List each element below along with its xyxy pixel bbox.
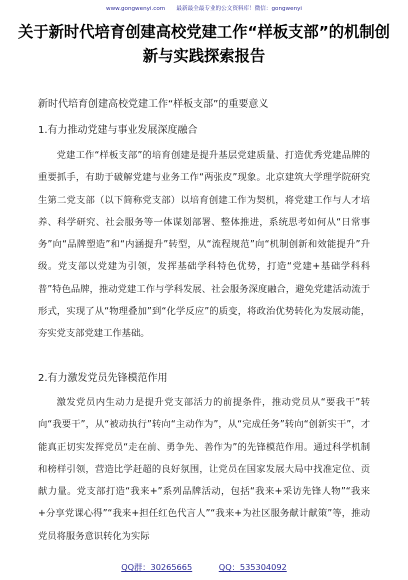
- footer-qq-group[interactable]: QQ群：30265665: [121, 562, 193, 572]
- subsection-1-paragraph: 党建工作“样板支部”的培育创建是提升基层党建质量、打造优秀党建品牌的重要抓手，有助于破解党建与业务工作“两张皮”现象。北京建筑大学理学院研究生第二党支部（以下简称党支部）以培育创建工作为契机，将党建工作与人才培养、科学研究、社会服务等一体谋划部署、整体推进，系统思考如何从“日常事务”向“品牌塑造”和“内涵提升”转型，从“流程规范”向“机制创新和效能提升”升级。党支部以党建为引领，发挥基础学科特色优势，打造“党建+基础学科科普”特色品牌，推动党建工作与学科发展、社会服务深度融合，避免党建活动流于形式，实现了从“物理叠加”到“化学反应”的质变，将政治优势转化为发展动能，夯实党支部党建工作基础。: [38, 150, 370, 340]
- footer-contact: [0, 560, 408, 580]
- header-watermark: www.gongwenyi.com 最新最全最专业的公文资料库！微信：gongwenyi: [106, 6, 302, 12]
- subsection-2-heading: 2.有力激发党员先锋模范作用: [38, 373, 168, 384]
- section-heading: 新时代培育创建高校党建工作“样板支部”的重要意义: [38, 99, 269, 110]
- subsection-2-paragraph: 激发党员内生动力是提升党支部活力的前提条件，推动党员从“要我干”转向“我要干”，从“被动执行”转向“主动作为”，从“完成任务”转向“创新实干”，才能真正切实发挥党员“走在前、勇争先、善作为”的先锋模范作用。通过科学机制和榜样引领，营造比学赶超的良好氛围，让党员在国家发展大局中找准定位、贡献力量。党支部打造“我来+”系列品牌活动，包括“我来+采访先锋人物”“我来+分享党课心得”“我来+担任红色代言人”“我来+为社区服务献计献策”等，推动党员将服务意识转化为实际: [38, 397, 370, 542]
- footer-qq[interactable]: QQ：535304092: [218, 562, 287, 572]
- document-title: 关于新时代培育创建高校党建工作“样板支部”的机制创新与实践探索报告: [18, 23, 390, 65]
- subsection-1-heading: 1.有力推动党建与事业发展深度融合: [38, 125, 198, 136]
